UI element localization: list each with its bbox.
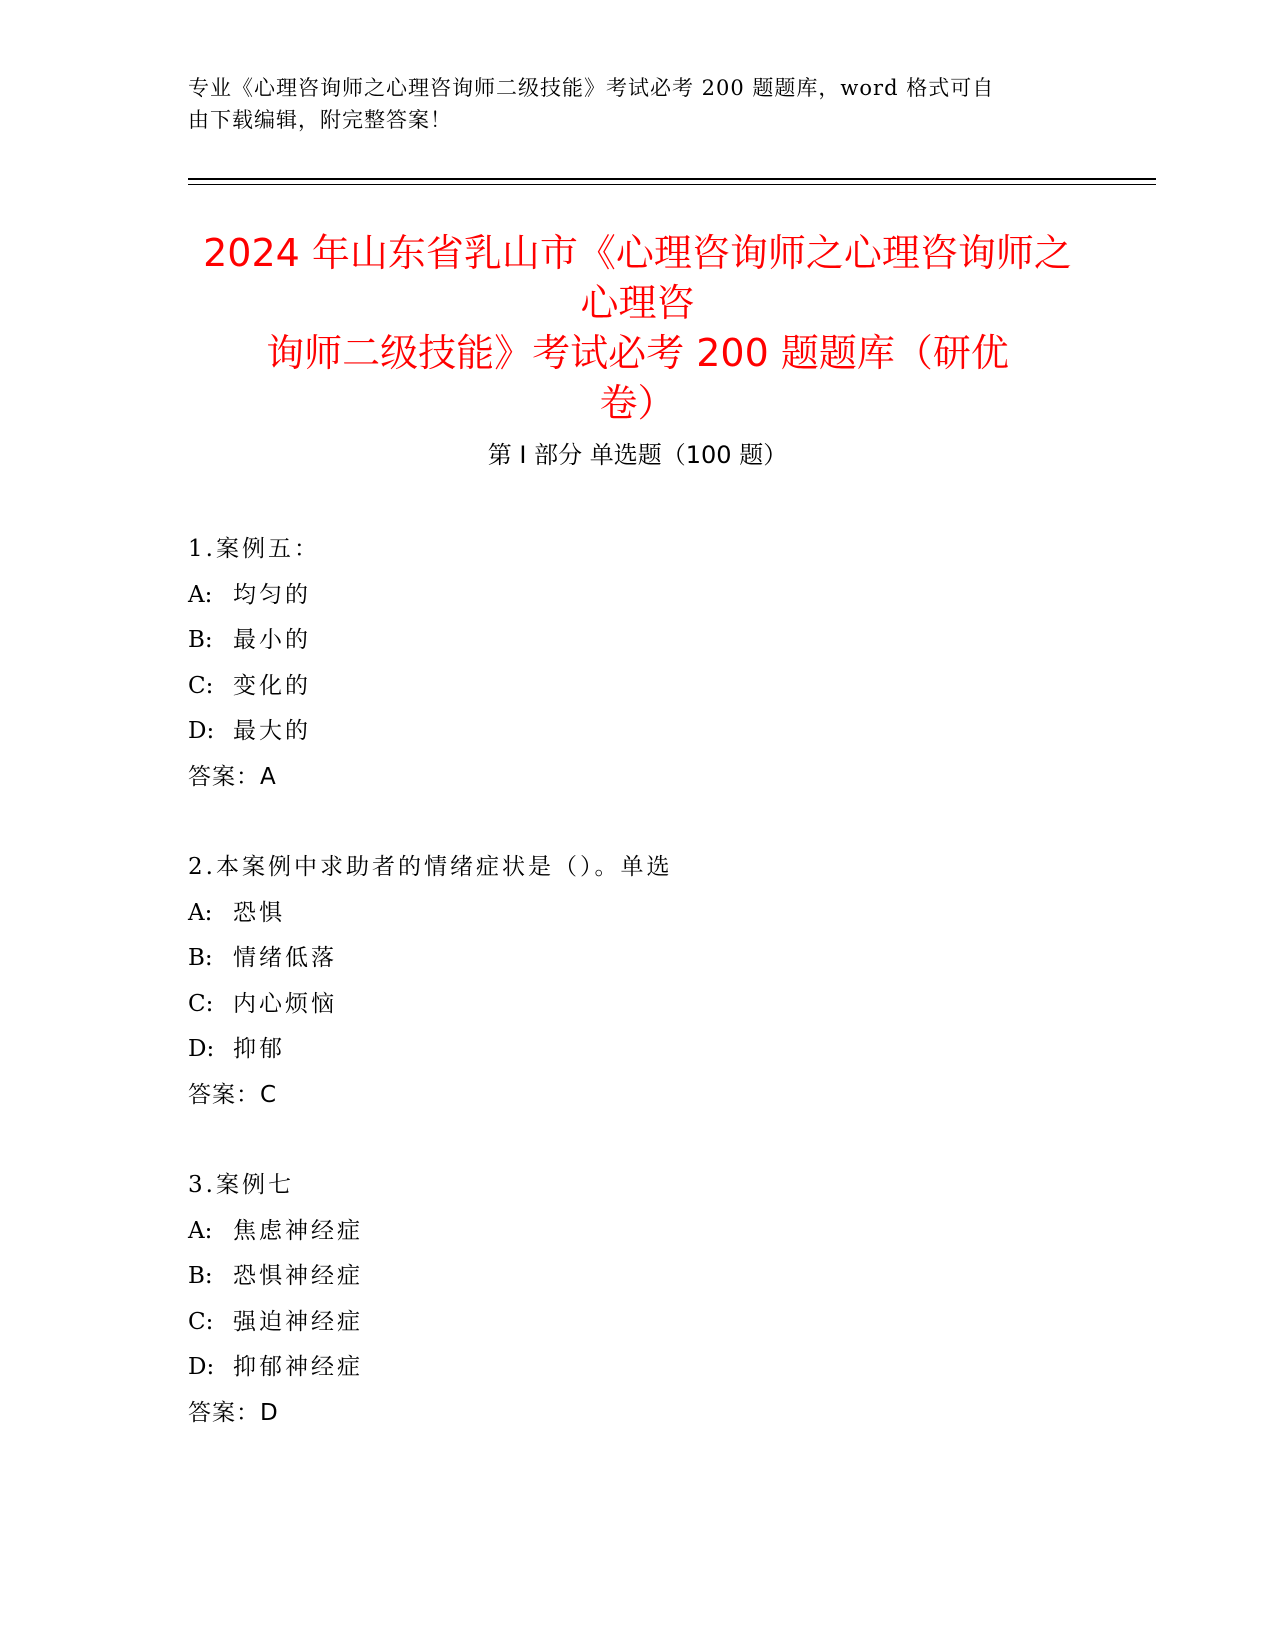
header-divider-thin [188,184,1156,185]
option-key: A: [188,1217,213,1244]
option-b [188,618,1088,664]
question-item [188,1163,1088,1436]
option-text: 抑郁 [233,1036,285,1062]
option-a [188,573,1088,619]
option-d [188,1027,1088,1073]
title-line-3: 卷） [599,381,676,425]
answer-line: 答案：D [188,1399,279,1426]
option-text: 恐惧 [233,899,285,926]
option-key: B: [188,1263,213,1289]
option-a [188,1209,1088,1255]
title-line-1: 2024 年山东省乳山市《心理咨询师之心理咨询师之心理咨 [203,231,1072,325]
option-key: B: [188,627,213,653]
intro-text [188,72,1068,136]
option-key: D: [188,1354,215,1380]
option-text: 焦虑神经症 [233,1217,363,1244]
question-stem: 1.案例五： [188,536,320,562]
option-text: 最小的 [233,627,311,653]
option-d [188,1345,1088,1391]
option-text: 变化的 [233,672,311,699]
document-title [190,228,1085,428]
option-b [188,1254,1088,1300]
option-c [188,1300,1088,1346]
option-text: 均匀的 [233,581,311,608]
header-divider-thick [188,178,1156,180]
option-c [188,982,1088,1028]
option-key: D: [188,718,215,744]
question-stem: 3.案例七 [188,1172,294,1198]
option-text: 抑郁神经症 [233,1354,363,1380]
answer-line: 答案：C [188,1081,278,1108]
option-c [188,664,1088,710]
option-text: 内心烦恼 [233,990,337,1017]
question-stem: 2.本案例中求助者的情绪症状是（）。单选 [188,854,673,880]
option-text: 情绪低落 [233,945,337,971]
intro-line-1: 专业《心理咨询师之心理咨询师二级技能》考试必考 200 题题库，word 格式可自 [188,76,995,100]
option-text: 最大的 [233,718,311,744]
option-key: D: [188,1036,215,1062]
option-key: A: [188,899,213,926]
option-key: C: [188,990,214,1017]
question-item [188,845,1088,1118]
option-key: C: [188,1308,214,1335]
question-item [188,527,1088,800]
title-line-2: 询师二级技能》考试必考 200 题题库（研优 [266,331,1009,375]
option-key: A: [188,581,213,608]
option-a [188,891,1088,937]
option-d [188,709,1088,755]
option-text: 强迫神经症 [233,1308,363,1335]
answer-line: 答案：A [188,763,277,790]
section-heading: 第 I 部分 单选题（100 题） [487,441,788,469]
intro-line-2: 由下载编辑，附完整答案！ [188,108,452,132]
option-key: C: [188,672,214,699]
option-key: B: [188,945,213,971]
question-list [188,527,1088,1481]
option-text: 恐惧神经症 [233,1263,363,1289]
option-b [188,936,1088,982]
